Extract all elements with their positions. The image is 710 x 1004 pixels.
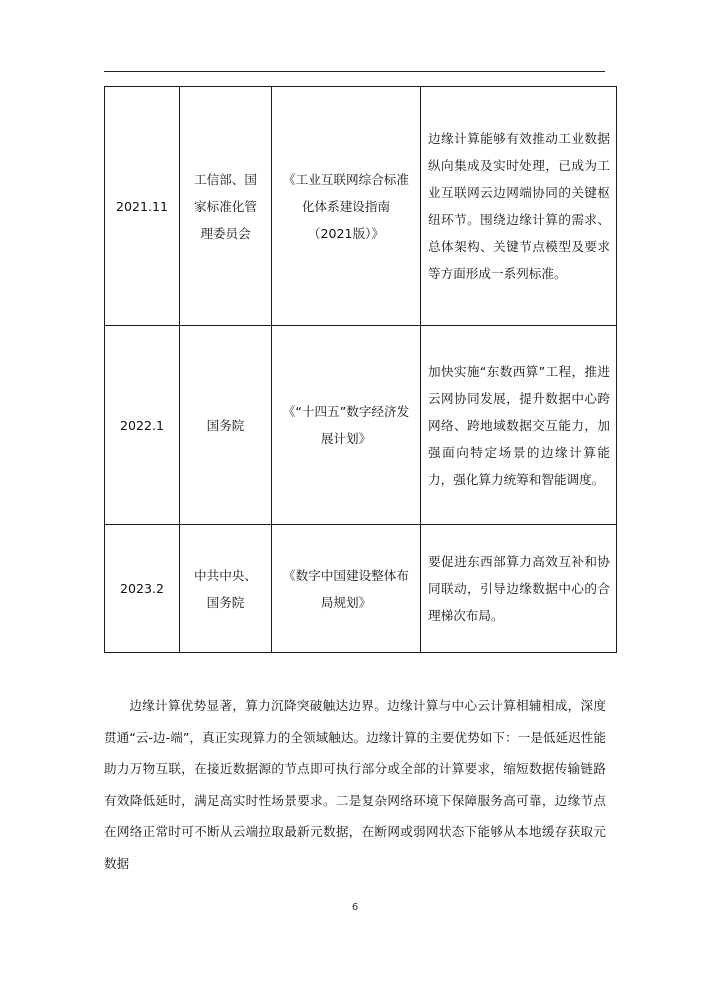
body-paragraph: 边缘计算优势显著，算力沉降突破触达边界。边缘计算与中心云计算相辅相成，深度贯通“云-边-端”，真正实现算力的全领域触达。边缘计算的主要优势如下：一是低延迟性能助力万物互联，在接近数据源的节点即可执行部分或全部的计算要求，缩短数据传输链路有效降低延时，满足高实时性场景要求。二是复杂网络环境下保障服务高可靠，边缘节点在网络正常时可不断从云端拉取最新元数据，在断网或弱网状态下能够从本地缓存获取元数据: [104, 698, 606, 871]
date-cell: 2023.2: [105, 525, 180, 653]
document-cell: 《工业互联网综合标准化体系建设指南（2021版）》: [272, 87, 421, 326]
table-row: [105, 87, 617, 326]
table-row: [105, 525, 617, 653]
organization-cell: 中共中央、国务院: [180, 525, 272, 653]
document-cell: 《“十四五”数字经济发展计划》: [272, 326, 421, 525]
organization-cell: 国务院: [180, 326, 272, 525]
description-cell: 加快实施“东数西算”工程，推进云网协同发展，提升数据中心跨网络、跨地域数据交互能力，加强面向特定场景的边缘计算能力，强化算力统筹和智能调度。: [421, 326, 617, 525]
organization-cell: 工信部、国家标准化管理委员会: [180, 87, 272, 326]
date-cell: 2021.11: [105, 87, 180, 326]
description-cell: 边缘计算能够有效推动工业数据纵向集成及实时处理，已成为工业互联网云边网端协同的关键枢纽环节。围绕边缘计算的需求、总体架构、关键节点模型及要求等方面形成一系列标准。: [421, 87, 617, 326]
policy-table: [104, 86, 617, 653]
description-cell: 要促进东西部算力高效互补和协同联动，引导边缘数据中心的合理梯次布局。: [421, 525, 617, 653]
header-rule: [104, 71, 605, 72]
page-number: 6: [351, 902, 359, 913]
document-cell: 《数字中国建设整体布局规划》: [272, 525, 421, 653]
date-cell: 2022.1: [105, 326, 180, 525]
table-row: [105, 326, 617, 525]
